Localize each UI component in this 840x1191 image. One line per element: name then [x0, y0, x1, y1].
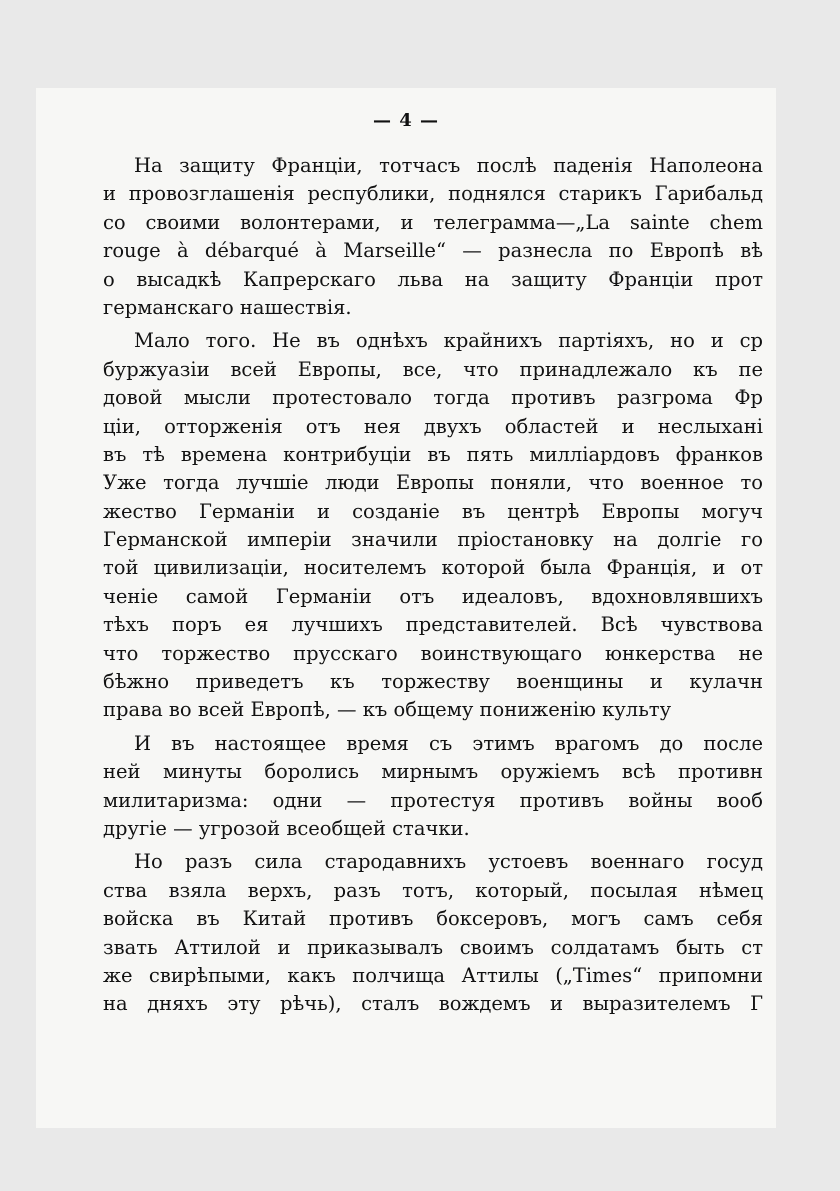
- text-line: на дняхъ эту рѣчь), сталъ вождемъ и выразителемъ Г: [103, 992, 763, 1016]
- text-line: въ тѣ времена контрибуціи въ пять милліардовъ франков: [103, 442, 763, 466]
- text-line: буржуазіи всей Европы, все, что принадлежало къ пе: [103, 357, 763, 381]
- text-line: что торжество прусскаго воинствующаго юнкерства не: [103, 641, 763, 665]
- body-text: [103, 152, 763, 1019]
- text-line: Германской имперіи значили пріостановку на долгіе го: [103, 528, 763, 552]
- text-line: ціи, отторженія отъ нея двухъ областей и неслыхані: [103, 414, 763, 438]
- text-line: и провозглашенія республики, поднялся старикъ Гарибальд: [103, 182, 763, 206]
- text-line: Мало того. Не въ однѣхъ крайнихъ партіяхъ, но и ср: [134, 329, 763, 353]
- text-line: ней минуты боролись мирнымъ оружіемъ всѣ противн: [103, 760, 763, 784]
- text-line: тѣхъ поръ ея лучшихъ представителей. Всѣ чувствова: [103, 613, 763, 637]
- text-line: войска въ Китай противъ боксеровъ, могъ самъ себя: [103, 907, 763, 931]
- book-page: [36, 88, 776, 1128]
- text-line: права во всей Европѣ, — къ общему пониженію культу: [103, 698, 672, 722]
- text-line: звать Аттилой и приказывалъ своимъ солдатамъ быть ст: [103, 935, 763, 959]
- text-line: ченіе самой Германіи отъ идеаловъ, вдохновлявшихъ: [103, 584, 763, 608]
- text-line: rouge à débarqué à Marseille“ — разнесла по Европѣ вѣ: [103, 239, 763, 263]
- text-line: И въ настоящее время съ этимъ врагомъ до после: [134, 731, 763, 755]
- text-line: той цивилизаціи, носителемъ которой была Франція, и от: [103, 556, 763, 580]
- text-line: другіе — угрозой всеобщей стачки.: [103, 816, 470, 840]
- text-line: Уже тогда лучшіе люди Европы поняли, что военное то: [103, 471, 763, 495]
- text-line: бѣжно приведетъ къ торжеству военщины и кулачн: [103, 670, 763, 694]
- text-line: милитаризма: одни — протестуя противъ войны вооб: [103, 788, 763, 812]
- text-line: ства взяла верхъ, разъ тотъ, который, посылая нѣмец: [103, 878, 763, 902]
- page-number: — 4 —: [372, 110, 440, 131]
- text-line: Но разъ сила стародавнихъ устоевъ военнаго госуд: [134, 850, 763, 874]
- text-line: германскаго нашествія.: [103, 295, 352, 319]
- text-line: же свирѣпыми, какъ полчища Аттилы („Times“ припомни: [103, 963, 763, 987]
- text-line: жество Германіи и созданіе въ центрѣ Европы могуч: [103, 499, 763, 523]
- text-line: со своими волонтерами, и телеграмма—„La sainte chem: [103, 210, 763, 234]
- text-line: довой мысли протестовало тогда противъ разгрома Фр: [103, 386, 763, 410]
- text-line: На защиту Франціи, тотчасъ послѣ паденія Наполеона: [134, 154, 763, 177]
- text-line: о высадкѣ Капрерскаго льва на защиту Франціи прот: [103, 267, 763, 291]
